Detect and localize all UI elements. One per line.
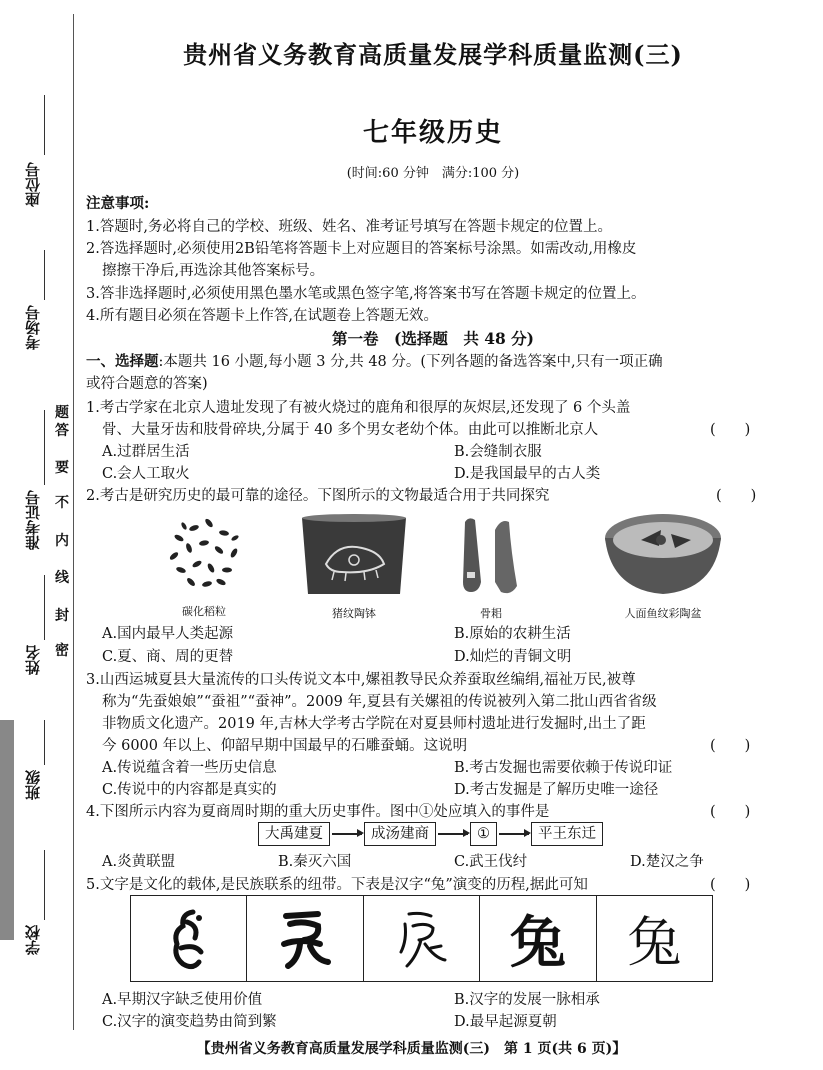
flow-box: 大禹建夏 — [258, 822, 330, 846]
q1-option-c: C.会人工取火 — [102, 466, 190, 482]
q5-option-a: A.早期汉字缺乏使用价值 — [102, 992, 263, 1008]
figure-caption: 猪纹陶钵 — [332, 607, 376, 620]
seat-number-blank — [44, 95, 45, 155]
section-instruction-text: :本题共 16 小题,每小题 3 分,共 48 分。(下列各题的备选答案中,只有一项正确 — [158, 354, 663, 370]
subject-title: 七年级历史 — [362, 118, 503, 148]
exam-id-label: 准考证号 — [24, 490, 42, 550]
q4-stem: 4.下图所示内容为夏商周时期的重大历史事件。图中①处应填入的事件是 — [86, 804, 550, 820]
rabbit-regular-glyph: 兔 — [627, 911, 682, 974]
q3-stem-cont: 今 6000 年以上、仰韶早期中国最早的石雕蚕蛹。这说明 — [102, 738, 468, 754]
q4-answer-paren: ( ) — [710, 804, 751, 820]
figure-caption: 骨耜 — [480, 607, 502, 620]
seal-char: 要 — [55, 460, 69, 476]
seal-char: 题 — [55, 405, 69, 421]
exam-room-blank — [44, 250, 45, 300]
seal-char: 封 — [55, 608, 69, 624]
q3-answer-paren: ( ) — [710, 738, 751, 754]
q3-option-a: A.传说蕴含着一些历史信息 — [102, 760, 277, 776]
q1-stem: 1.考古学家在北京人遗址发现了有被火烧过的鹿角和很厚的灰烬层,还发现了 6 个头盖 — [86, 400, 631, 416]
seal-char: 内 — [55, 533, 69, 549]
q4-option-c: C.武王伐纣 — [454, 854, 528, 870]
gutter-shade — [0, 720, 14, 940]
rabbit-seal-glyph — [387, 904, 457, 974]
figure-bone-spade — [446, 512, 536, 621]
flow-box-blank: ① — [470, 822, 497, 846]
section-title: 第一卷 (选择题 共 48 分) — [331, 329, 535, 348]
section-instruction-heading: 一、选择题 — [86, 353, 159, 370]
seat-number-label: 座位号 — [24, 162, 42, 207]
flow-box: 成汤建商 — [364, 822, 436, 846]
glyph-clerical — [480, 896, 596, 981]
notice-heading: 注意事项: — [86, 195, 150, 212]
figure-carbonized-rice — [154, 508, 254, 619]
school-blank — [44, 850, 45, 920]
notice-item: 4.所有题目必须在答题卡上作答,在试题卷上答题无效。 — [86, 308, 438, 324]
flow-arrow — [438, 833, 468, 835]
glyph-regular — [597, 896, 712, 981]
section-instruction — [86, 350, 663, 371]
q2-option-d: D.灿烂的青铜文明 — [454, 649, 572, 665]
bone-spade-image — [451, 512, 531, 598]
notice-item: 擦擦干净后,再选涂其他答案标号。 — [102, 263, 325, 279]
flow-box: 平王东迁 — [531, 822, 603, 846]
glyph-oracle — [131, 896, 247, 981]
q5-answer-paren: ( ) — [710, 877, 751, 893]
pig-pottery-image — [298, 512, 410, 598]
margin-divider — [73, 14, 74, 1030]
q5-option-d: D.最早起源夏朝 — [454, 1014, 557, 1030]
figure-pig-pottery — [294, 512, 414, 621]
rabbit-clerical-glyph: 兔 — [509, 909, 566, 976]
flow-arrow — [499, 833, 529, 835]
q3-option-d: D.考古发掘是了解历史唯一途径 — [454, 782, 659, 798]
notice-item: 2.答选择题时,必须使用2B铅笔将答题卡上对应题目的答案标号涂黑。如需改动,用橡皮 — [86, 241, 637, 257]
flow-arrow — [332, 833, 362, 835]
q1-option-b: B.会缝制衣服 — [454, 444, 542, 460]
section-instruction-cont: 或符合题意的答案) — [86, 376, 208, 392]
seal-char: 答 — [55, 423, 69, 439]
q2-option-b: B.原始的农耕生活 — [454, 626, 571, 642]
q1-answer-paren: ( ) — [710, 422, 751, 438]
seal-char: 线 — [55, 570, 69, 586]
q3-stem: 3.山西运城夏县大量流传的口头传说文本中,嫘祖教导民众养蚕取丝编绢,福祉万民,被尊 — [86, 672, 636, 688]
seal-char: 不 — [55, 495, 69, 511]
rabbit-bronze-glyph — [270, 904, 340, 974]
school-label: 学校 — [24, 925, 42, 955]
q4-option-b: B.秦灭六国 — [278, 854, 352, 870]
q3-option-b: B.考古发掘也需要依赖于传说印证 — [454, 760, 673, 776]
q4-event-flow — [258, 822, 603, 846]
q2-option-a: A.国内最早人类起源 — [102, 626, 234, 642]
figure-fish-basin — [598, 510, 728, 621]
q2-answer-paren: ( ) — [716, 488, 757, 504]
figure-caption: 人面鱼纹彩陶盆 — [624, 607, 702, 620]
q3-option-c: C.传说中的内容都是真实的 — [102, 782, 277, 798]
rabbit-oracle-glyph — [159, 904, 219, 974]
q3-stem-cont: 称为“先蚕娘娘”“蚕祖”“蚕神”。2009 年,夏县有关嫘祖的传说被列入第二批山西省省级 — [102, 694, 657, 710]
q2-stem: 2.考古是研究历史的最可靠的途径。下图所示的文物最适合用于共同探究 — [86, 488, 550, 504]
q4-option-d: D.楚汉之争 — [630, 854, 704, 870]
exam-title: 贵州省义务教育高质量发展学科质量监测(三) — [183, 40, 683, 69]
page-footer: 【贵州省义务教育高质量发展学科质量监测(三) 第 1 页(共 6 页)】 — [196, 1041, 627, 1057]
fish-basin-image — [601, 510, 725, 598]
time-info: (时间:60 分钟 满分:100 分) — [346, 166, 520, 181]
q4-option-a: A.炎黄联盟 — [102, 854, 176, 870]
class-blank — [44, 720, 45, 765]
glyph-seal — [364, 896, 480, 981]
q5-option-b: B.汉字的发展一脉相承 — [454, 992, 600, 1008]
q5-stem: 5.文字是文化的载体,是民族联系的纽带。下表是汉字“兔”演变的历程,据此可知 — [86, 877, 588, 893]
notice-item: 3.答非选择题时,必须使用黑色墨水笔或黑色签字笔,将答案书写在答题卡规定的位置上。 — [86, 286, 646, 302]
q1-stem-cont: 骨、大量牙齿和肢骨碎块,分属于 40 多个男女老幼个体。由此可以推断北京人 — [102, 422, 599, 438]
q5-option-c: C.汉字的演变趋势由简到繁 — [102, 1014, 277, 1030]
name-blank — [44, 575, 45, 640]
q1-option-d: D.是我国最早的古人类 — [454, 466, 601, 482]
name-label: 姓名 — [24, 645, 42, 675]
q3-stem-cont: 非物质文化遗产。2019 年,吉林大学考古学院在对夏县师村遗址进行发掘时,出土了距 — [102, 716, 646, 732]
glyph-bronze — [247, 896, 363, 981]
q2-option-c: C.夏、商、周的更替 — [102, 649, 234, 665]
q1-option-a: A.过群居生活 — [102, 444, 190, 460]
notice-item: 1.答题时,务必将自己的学校、班级、姓名、准考证号填写在答题卡规定的位置上。 — [86, 219, 612, 235]
seal-char: 密 — [55, 643, 69, 659]
q5-glyph-table — [130, 895, 713, 982]
exam-id-blank — [44, 410, 45, 485]
figure-caption: 碳化稻粒 — [182, 605, 226, 618]
exam-room-label: 考场号 — [24, 305, 42, 350]
carbonized-rice-image — [159, 508, 249, 596]
class-label: 班级 — [24, 770, 42, 800]
